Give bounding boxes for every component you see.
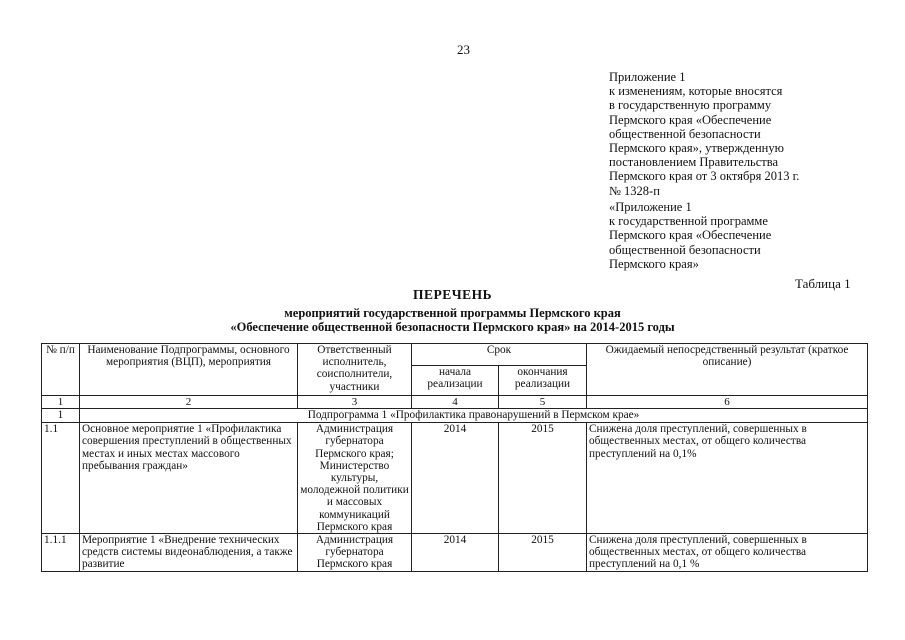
header-name: Наименование Подпрограммы, основного мероприятия (ВЦП), мероприятия	[80, 344, 298, 396]
subprogram-num: 1	[42, 409, 80, 423]
appendix-note-line: к изменениям, которые вносятся	[609, 84, 783, 99]
header-responsible: Ответственный исполнитель, соисполнители, участники	[298, 344, 412, 396]
appendix-note-line: Пермского края», утвержденную	[609, 141, 784, 156]
appendix-note	[609, 70, 799, 198]
page-number: 23	[457, 42, 470, 57]
appendix-quote-line: Пермского края «Обеспечение	[609, 228, 772, 243]
column-number: 3	[298, 396, 412, 409]
measures-table	[41, 343, 868, 572]
row-name: Основное мероприятие 1 «Профилактика совершения преступлений в общественных местах и иных местах массового пребывания граждан»	[80, 423, 298, 534]
table-row	[42, 534, 868, 572]
document-title: ПЕРЕЧЕНЬ	[412, 287, 493, 302]
row-responsible: Администрация губернатора Пермского края	[298, 534, 412, 572]
appendix-quote-line: к государственной программе	[609, 214, 768, 229]
column-number-row	[42, 396, 868, 409]
appendix-note-line: Пермского края «Обеспечение	[609, 112, 772, 127]
row-result: Снижена доля преступлений, совершенных в общественных местах, от общего количества преступлений на 0,1%	[587, 423, 868, 534]
row-end: 2015	[499, 534, 587, 572]
column-number: 5	[499, 396, 587, 409]
column-number: 1	[42, 396, 80, 409]
header-result: Ожидаемый непосредственный результат (краткое описание)	[587, 344, 868, 396]
table-row	[42, 423, 868, 534]
row-start: 2014	[412, 534, 499, 572]
appendix-note-line: Приложение 1	[609, 70, 686, 84]
row-responsible: Администрация губернатора Пермского края; Министерство культуры, молодежной политики и массовых коммуникаций Пермского края	[298, 423, 412, 534]
header-end: окончания реализации	[499, 366, 587, 396]
appendix-quote-line: «Приложение 1	[609, 200, 692, 214]
column-number: 4	[412, 396, 499, 409]
appendix-quote-line: общественной безопасности	[609, 242, 761, 257]
row-result: Снижена доля преступлений, совершенных в общественных местах, от общего количества преступлений на 0,1 %	[587, 534, 868, 572]
row-num: 1.1	[42, 423, 80, 534]
column-number: 6	[587, 396, 868, 409]
appendix-note-line: № 1328-п	[609, 183, 660, 198]
appendix-note-line: общественной безопасности	[609, 126, 761, 141]
appendix-note-line: Пермского края от 3 октября 2013 г.	[609, 169, 800, 184]
row-start: 2014	[412, 423, 499, 534]
appendix-note-line: в государственную программу	[609, 98, 772, 113]
subprogram-row	[42, 409, 868, 423]
appendix-note-line: постановлением Правительства	[609, 155, 779, 170]
header-start: начала реализации	[412, 366, 499, 396]
document-subtitle-program: «Обеспечение общественной безопасности Пермского края» на 2014-2015 годы	[230, 320, 675, 334]
table-label: Таблица 1	[795, 276, 851, 291]
row-end: 2015	[499, 423, 587, 534]
header-term: Срок	[412, 344, 587, 366]
appendix-quote-line: Пермского края»	[609, 256, 699, 271]
header-num: № п/п	[42, 344, 80, 396]
row-name: Мероприятие 1 «Внедрение технических средств системы видеонаблюдения, а также развитие	[80, 534, 298, 572]
appendix-quote	[609, 200, 771, 271]
row-num: 1.1.1	[42, 534, 80, 572]
column-number: 2	[80, 396, 298, 409]
subprogram-title: Подпрограмма 1 «Профилактика правонарушений в Пермском крае»	[80, 409, 868, 423]
document-subtitle: мероприятий государственной программы Пермского края	[284, 306, 621, 320]
